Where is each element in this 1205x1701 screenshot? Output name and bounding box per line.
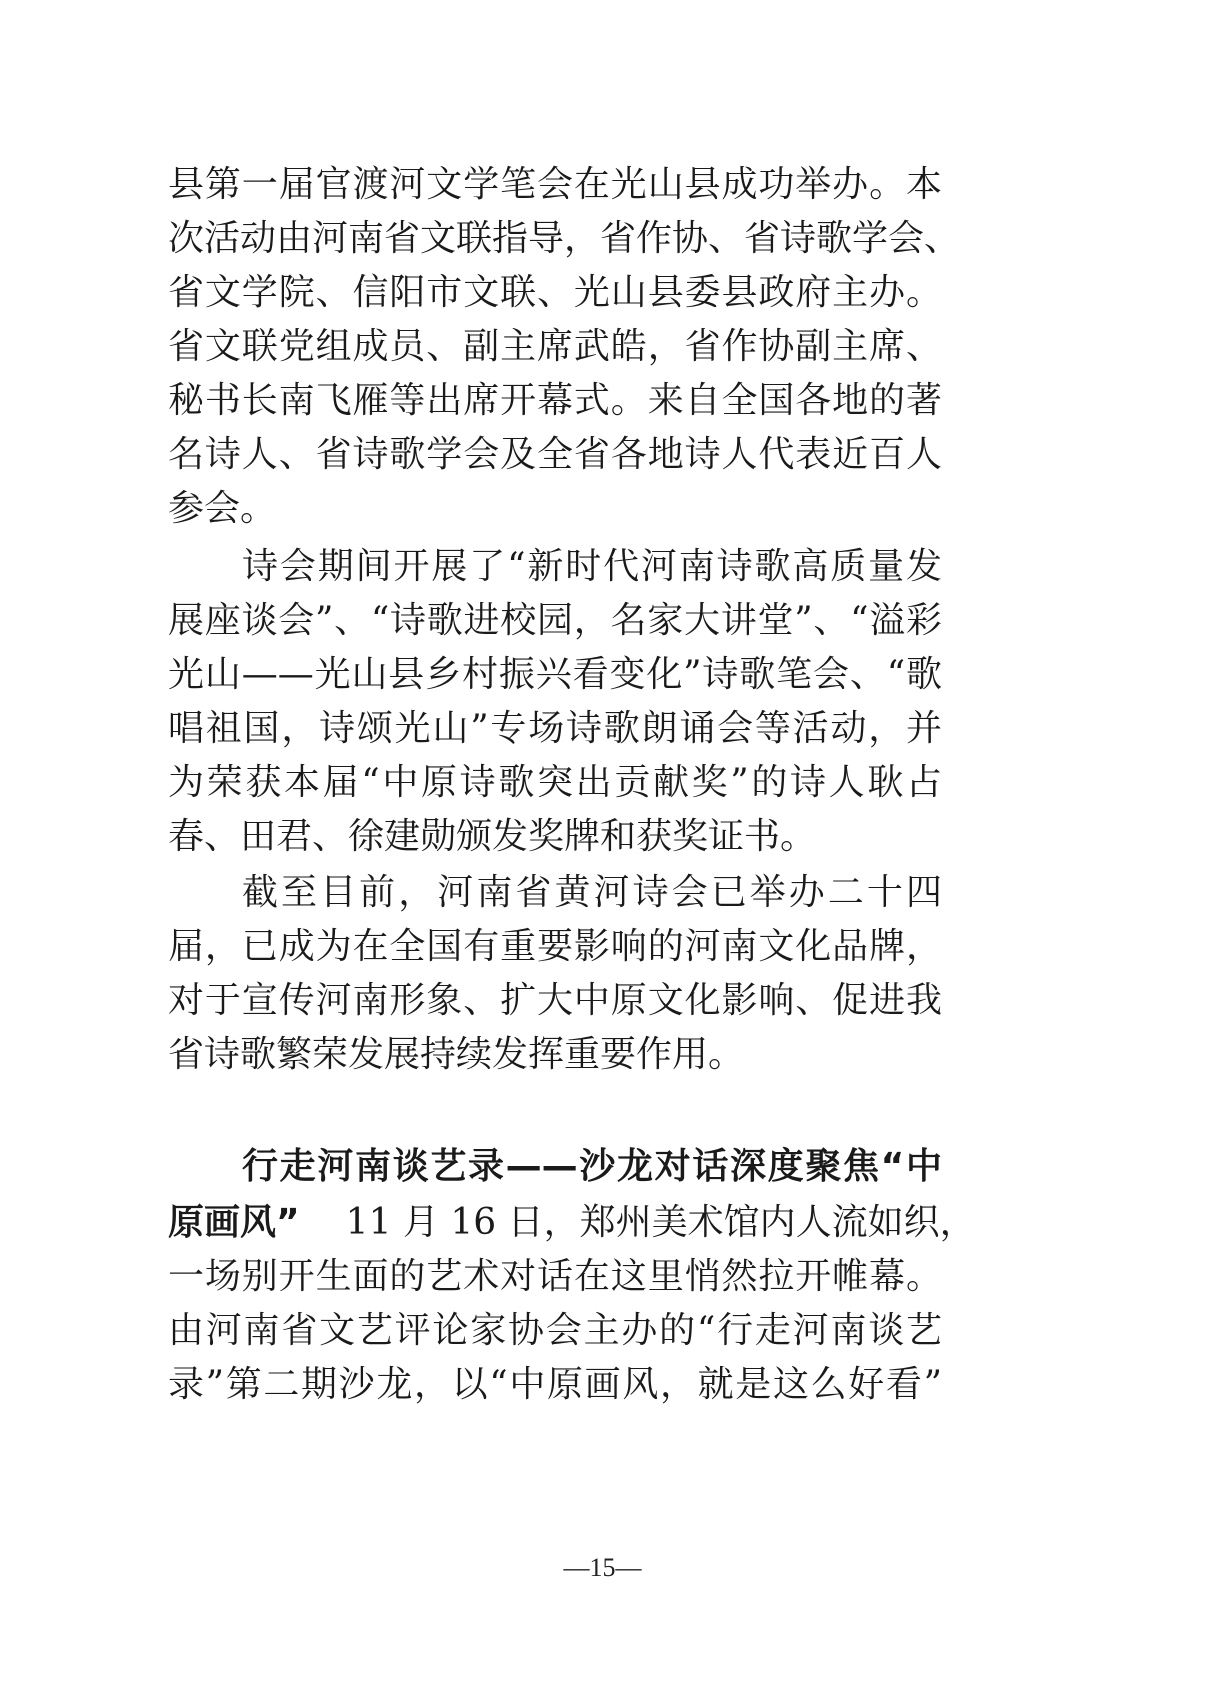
body-text-line: 光山——光山县乡村振兴看变化”诗歌笔会、“歌 <box>168 654 942 695</box>
body-text-line: 省文联党组成员、副主席武皓，省作协副主席、 <box>168 326 942 367</box>
body-text-line: 诗会期间开展了“新时代河南诗歌高质量发 <box>242 546 942 587</box>
body-text-line: 名诗人、省诗歌学会及全省各地诗人代表近百人 <box>168 434 942 475</box>
article-heading-continued: 原画风” <box>168 1202 300 1243</box>
body-text-line: 省诗歌繁荣发展持续发挥重要作用。 <box>168 1034 745 1075</box>
body-text-line: 唱祖国，诗颂光山”专场诗歌朗诵会等活动，并 <box>168 708 942 749</box>
body-text-line: 展座谈会”、“诗歌进校园，名家大讲堂”、“溢彩 <box>168 600 942 641</box>
body-text-line: 录”第二期沙龙，以“中原画风，就是这么好看” <box>168 1364 942 1405</box>
body-text-line: 县第一届官渡河文学笔会在光山县成功举办。本 <box>168 164 942 205</box>
article-heading: 行走河南谈艺录——沙龙对话深度聚焦“中 <box>242 1146 942 1187</box>
body-text-line: 次活动由河南省文联指导，省作协、省诗歌学会、 <box>168 218 961 259</box>
page-number: —15— <box>563 1553 642 1582</box>
body-text-line: 对于宣传河南形象、扩大中原文化影响、促进我 <box>168 980 942 1021</box>
article-lead-line <box>168 1196 976 1250</box>
body-text-line: 参会。 <box>168 488 277 529</box>
body-text-line: 届，已成为在全国有重要影响的河南文化品牌， <box>168 926 942 967</box>
body-text-line: 截至目前，河南省黄河诗会已举办二十四 <box>242 872 942 913</box>
body-text-line: 为荣获本届“中原诗歌突出贡献奖”的诗人耿占 <box>168 762 942 803</box>
body-text-line: 由河南省文艺评论家协会主办的“行走河南谈艺 <box>168 1310 942 1351</box>
body-text-segment: 11 月 16 日，郑州美术馆内人流如织， <box>345 1202 976 1243</box>
body-text-line: 秘书长南飞雁等出席开幕式。来自全国各地的著 <box>168 380 942 421</box>
body-text-line: 省文学院、信阳市文联、光山县委县政府主办。 <box>168 272 942 313</box>
body-text-line: 春、田君、徐建勋颁发奖牌和获奖证书。 <box>168 816 817 857</box>
body-text-line: 一场别开生面的艺术对话在这里悄然拉开帷幕。 <box>168 1256 942 1297</box>
